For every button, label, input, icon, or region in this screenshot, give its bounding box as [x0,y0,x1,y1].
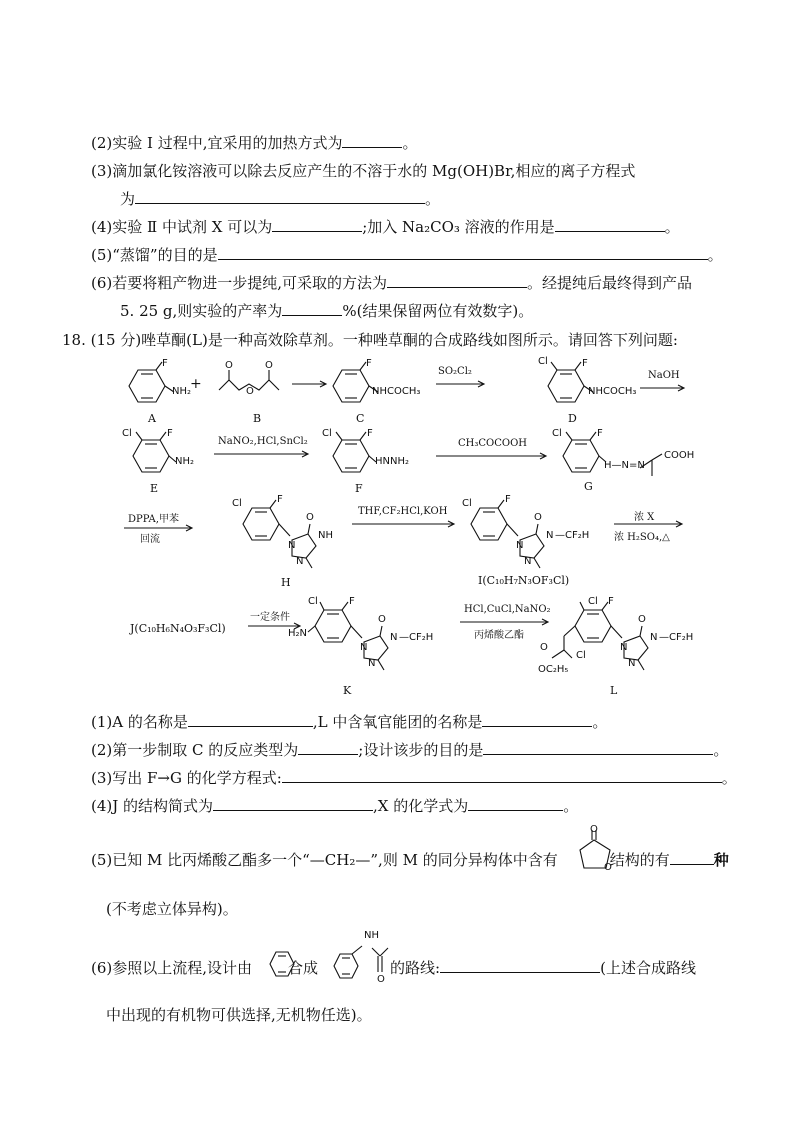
condition-h2so4: 浓 H₂SO₄,△ [614,532,670,543]
atom-nh2: NH₂ [175,456,195,467]
reaction-arrow [292,380,328,388]
atom-n: N [620,642,628,653]
q17-6: (6)若要将粗产物进一步提纯,可采取的方法为 。经提纯后最终得到产品 [91,274,693,292]
q18-intro: 18. (15 分)唑草酮(L)是一种高效除草剂。一种唑草酮的合成路线如图所示。请回答下列问题: [62,331,678,349]
reaction-arrow [214,450,310,458]
reaction-arrow [640,384,686,392]
atom-f: F [608,596,614,607]
atom-o: O [638,614,646,625]
condition-hcl-cucl: HCl,CuCl,NaNO₂ [464,604,551,615]
atom-nh: NH [318,530,333,541]
atom-hnn: H—N=N [604,460,645,471]
reaction-arrow [460,618,550,626]
atom-o: O [246,386,254,397]
atom-o: O [590,824,598,835]
atom-n: N [296,556,304,567]
atom-cl: Cl [588,596,598,607]
q18-5b: (不考虑立体异构)。 [106,900,238,918]
condition-naoh: NaOH [648,370,680,381]
atom-cl: Cl [462,498,472,509]
atom-cl: Cl [322,428,332,439]
q18-3: (3)写出 F→G 的化学方程式: 。 [91,769,737,787]
label-a: A [148,412,156,425]
atom-h2n: H₂N [288,628,308,639]
molecule-a [118,362,178,412]
condition-nano2: NaNO₂,HCl,SnCl₂ [218,436,308,447]
reaction-arrow [436,452,548,460]
atom-oc2h5: OC₂H₅ [538,664,569,675]
atom-f: F [367,428,373,439]
atom-nhcoch3: NHCOCH₃ [372,386,421,397]
label-i: I(C₁₀H₇N₃OF₃Cl) [478,574,570,587]
atom-n: N [368,658,376,669]
atom-n: N [390,632,398,643]
atom-o: O [306,512,314,523]
condition-thf: THF,CF₂HCl,KOH [358,506,448,517]
atom-n: N [516,540,524,551]
label-h: H [281,576,291,589]
atom-n: N [546,530,554,541]
reaction-arrow [436,380,486,388]
label-b: B [253,412,262,425]
condition-ethyl-acrylate: 丙烯酸乙酯 [474,630,524,641]
reaction-arrow [124,524,194,532]
q18-4: (4)J 的结构简式为 ,X 的化学式为 。 [91,797,579,815]
atom-nh: NH [364,930,379,941]
atom-f: F [277,494,283,505]
atom-o: O [534,512,542,523]
atom-n: N [360,642,368,653]
label-c: C [356,412,365,425]
q17-3b: 为 。 [120,190,441,208]
atom-n: N [524,556,532,567]
atom-o: O [265,360,273,371]
atom-o: O [225,360,233,371]
atom-n: N [650,632,658,643]
molecule-g [560,432,620,482]
label-f: F [355,482,363,495]
reaction-arrow [614,520,684,528]
condition-conc-x: 浓 X [634,512,655,523]
atom-cl: Cl [308,596,318,607]
atom-cl: Cl [122,428,132,439]
label-j: J(C₁₀H₆N₄O₃F₃Cl) [130,622,226,635]
condition-so2cl2: SO₂Cl₂ [438,366,472,377]
label-d: D [568,412,577,425]
atom-cf2h: —CF₂H [659,632,694,643]
lactone-ring-icon [572,826,624,882]
atom-o: O [377,974,385,985]
reaction-arrow [352,520,456,528]
atom-cl: Cl [576,650,586,661]
condition-certain: 一定条件 [250,612,290,623]
atom-hnnh2: HNNH₂ [375,456,410,467]
atom-f: F [582,358,588,369]
condition-reflux: 回流 [140,534,160,545]
atom-f: F [366,358,372,369]
molecule-b [215,366,295,406]
label-l: L [610,684,618,697]
q17-5: (5)“蒸馏”的目的是 。 [91,246,723,264]
condition-dppa: DPPA,甲苯 [128,514,179,525]
atom-nhcoch3: NHCOCH₃ [588,386,637,397]
condition-pyruvic: CH₃COCOOH [458,438,527,449]
atom-f: F [349,596,355,607]
atom-n: N [628,658,636,669]
atom-cf2h: —CF₂H [399,632,434,643]
atom-f: F [162,358,168,369]
label-g: G [584,480,593,493]
atom-cf2h: —CF₂H [555,530,590,541]
atom-cl: Cl [232,498,242,509]
q17-3: (3)滴加氯化铵溶液可以除去反应产生的不溶于水的 Mg(OH)Br,相应的离子方程式 [91,162,636,180]
plus-sign: + [190,376,202,392]
atom-cl: Cl [552,428,562,439]
atom-n: N [288,540,296,551]
atom-cooh: COOH [664,450,695,461]
label-e: E [150,482,159,495]
atom-f: F [505,494,511,505]
label-k: K [343,684,352,697]
atom-o: O [604,862,612,873]
atom-cl: Cl [538,356,548,367]
acetanilide-icon [332,940,402,990]
q18-1: (1)A 的名称是 ,L 中含氧官能团的名称是 。 [91,713,608,731]
q18-5: (5)已知 M 比丙烯酸乙酯多一个“—CH₂—”,则 M 的同分异构体中含有 结构的有 种 [91,851,729,869]
atom-nh2: NH₂ [172,386,192,397]
atom-o: O [540,642,548,653]
atom-f: F [597,428,603,439]
q18-6b: 中出现的有机物可供选择,无机物任选)。 [106,1006,372,1024]
q17-2: (2)实验 Ⅰ 过程中,宜采用的加热方式为 。 [91,134,418,152]
q18-2: (2)第一步制取 C 的反应类型为 ;设计该步的目的是 。 [91,741,729,759]
atom-f: F [167,428,173,439]
q17-6b: 5. 25 g,则实验的产率为 %(结果保留两位有效数字)。 [120,302,534,320]
benzene-icon [268,950,298,984]
atom-o: O [378,614,386,625]
q17-4: (4)实验 Ⅱ 中试剂 X 可以为 ;加入 Na₂CO₃ 溶液的作用是 。 [91,218,680,236]
q18-6: (6)参照以上流程,设计由 合成 的路线: (上述合成路线 [91,959,696,977]
